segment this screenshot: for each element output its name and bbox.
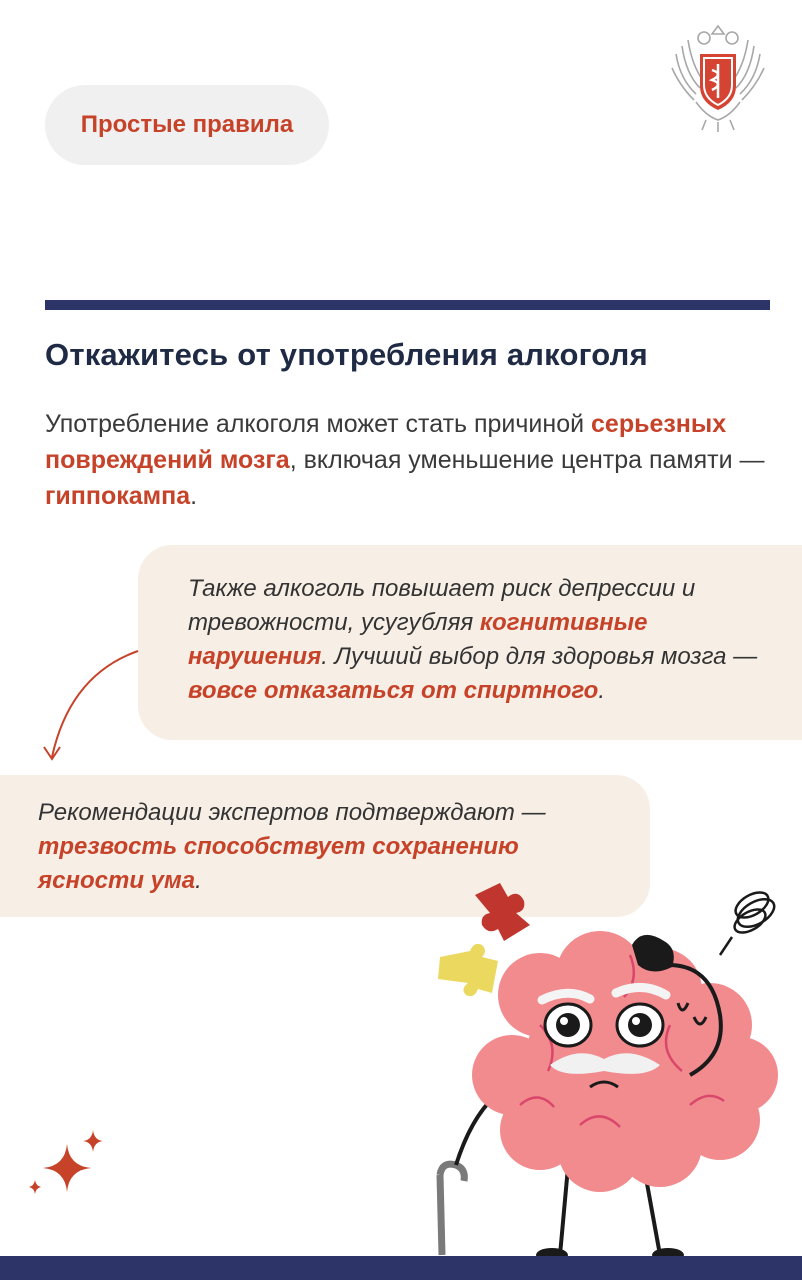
intro-text-1: Употребление алкоголя может стать причиной bbox=[45, 410, 592, 438]
intro-text-2: , включая уменьшение центра памяти — bbox=[289, 446, 765, 474]
info-card-depression bbox=[138, 545, 802, 740]
intro-text-3: . bbox=[190, 482, 198, 510]
info-card-depression-text bbox=[188, 572, 768, 708]
intro-accent-2: гиппокампа bbox=[45, 482, 191, 510]
card-left-text-2: . bbox=[195, 867, 202, 894]
footer-bar bbox=[0, 1256, 802, 1280]
card-left-text-1: Рекомендации экспертов подтверждают — bbox=[38, 799, 546, 826]
card-right-accent-1: когнитивные нарушения bbox=[188, 609, 648, 670]
intro-paragraph bbox=[45, 406, 765, 514]
section-divider bbox=[45, 300, 770, 310]
page-title: Откажитесь от употребления алкоголя bbox=[45, 337, 648, 372]
card-right-text-2: . Лучший выбор для здоровья мозга — bbox=[321, 643, 758, 670]
card-right-text-1: Также алкоголь повышает риск депрессии и тревожности, усугубляя bbox=[188, 575, 696, 636]
intro-accent-1: серьезных повреждений мозга bbox=[45, 410, 727, 474]
ministry-emblem-icon bbox=[666, 24, 770, 134]
curved-arrow-icon bbox=[30, 645, 150, 770]
category-tag bbox=[45, 85, 329, 165]
card-right-accent-2: вовсе отказаться от спиртного bbox=[188, 677, 599, 704]
card-right-text-3: . bbox=[598, 677, 605, 704]
sparkles-icon bbox=[25, 1130, 115, 1210]
card-left-accent-1: трезвость способствует сохранению ясности ума bbox=[38, 833, 519, 894]
category-tag-label: Простые правила bbox=[80, 111, 294, 138]
old-brain-illustration bbox=[420, 875, 802, 1265]
